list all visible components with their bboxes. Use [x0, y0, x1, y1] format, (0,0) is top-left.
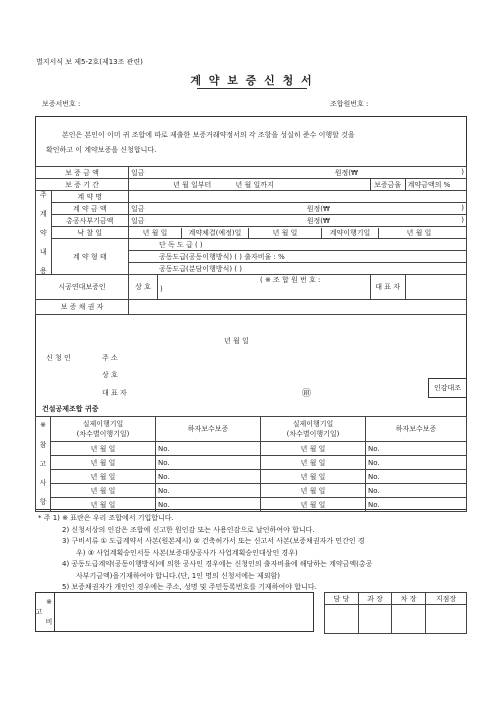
rate-value[interactable]: 계약금액의 % [405, 179, 466, 191]
approval-header: 지점장 [425, 593, 466, 605]
type-opt1[interactable]: 단 독 도 급 ( ) [129, 239, 467, 251]
ref-date[interactable]: 년 월 일 [51, 456, 156, 470]
main-contract-label: 주 계 약 내 용 [36, 191, 52, 275]
ref-date[interactable]: 년 월 일 [51, 498, 156, 512]
type-opt3[interactable]: 공동도급(분담이행방식) ( ) [129, 263, 467, 275]
contract-date-value[interactable]: 년 월 일 [272, 228, 298, 237]
period-from: 년 월 일부터 [173, 180, 212, 189]
table-row [36, 442, 467, 456]
table-row [36, 470, 467, 484]
period-to: 년 월 일까지 [235, 180, 274, 189]
dates-row [129, 227, 467, 239]
ref-date[interactable]: 년 월 일 [261, 470, 366, 484]
contract-amount-prefix: 일금 [131, 204, 145, 213]
ref-no[interactable]: No. [156, 456, 261, 470]
company-applicant-label: 상 호 [102, 371, 118, 379]
ref-no[interactable]: No. [156, 484, 261, 498]
ref-col1-line1: 실제이행기일 [82, 420, 124, 428]
approval-header: 담 당 [325, 593, 359, 605]
note-line: * 주 1) ※ 표란은 우리 조합에서 기입합니다. [38, 514, 174, 522]
ref-date[interactable]: 년 월 일 [261, 484, 366, 498]
ref-no[interactable]: No. [366, 498, 467, 512]
paren-close: ) [461, 167, 464, 176]
remarks-label: ※ 비 고 [35, 597, 53, 627]
contract-name-label: 계 약 명 [51, 191, 129, 203]
note-line: 5) 보증채권자가 개인인 경우에는 주소, 성명 및 주민등록번호를 기재하여야 합니다. [62, 583, 317, 591]
applicant-label: 신 청 인 [46, 354, 71, 362]
company-label: 상 호 [129, 275, 158, 300]
title-underline [197, 88, 307, 89]
rep-applicant-label: 대 표 자 [102, 389, 127, 397]
ref-no[interactable]: No. [366, 456, 467, 470]
paren-close-3: ) [461, 215, 464, 224]
ref-col1-header [51, 417, 156, 442]
ref-col2-header: 하자보수보증 [156, 417, 261, 442]
ref-side-label: ※ 참 고 사 항 [36, 417, 51, 512]
member-no-close: ) [160, 285, 163, 293]
ref-date[interactable]: 년 월 일 [261, 498, 366, 512]
ordering-label: 시공연대보증인 [36, 275, 129, 300]
bid-date-label: 낙 찰 일 [51, 227, 129, 239]
intro-line-1: 본인은 본인이 이미 귀 조합에 따로 제출한 보증거래약정서의 각 조항을 성실히 준수 이행할 것을 [62, 131, 355, 139]
approval-header: 차 장 [392, 593, 426, 605]
note-line: 4) 공동도급계약(공동이행방식)에 의한 공사인 경우에는 신청인의 출자비율에 해당하는 계약금액(총공 [62, 560, 373, 568]
company-field[interactable] [158, 275, 371, 300]
ref-no[interactable]: No. [366, 470, 467, 484]
contract-amount-won: 원정(₩ [306, 204, 330, 213]
seal-mark: ㊞ [302, 389, 312, 399]
approval-sign-cell[interactable] [425, 605, 466, 634]
table-row [36, 498, 467, 512]
due-date-value[interactable]: 년 월 일 [406, 228, 432, 237]
total-amount-label: 총공사부기금액 [51, 215, 129, 227]
due-date-label: 계약이행기일 [321, 228, 379, 238]
ref-date[interactable]: 년 월 일 [51, 484, 156, 498]
ref-no[interactable]: No. [156, 498, 261, 512]
ref-date[interactable]: 년 월 일 [51, 470, 156, 484]
total-amount-won: 원정(₩ [306, 216, 330, 225]
approval-table [324, 592, 467, 634]
type-label: 계 약 형 태 [51, 239, 129, 275]
ref-no[interactable]: No. [366, 442, 467, 456]
intro-line-2: 확인하고 이 계약보증을 신청합니다. [46, 146, 157, 154]
total-amount-prefix: 일금 [131, 216, 145, 225]
remarks-field[interactable] [55, 592, 314, 632]
ref-no[interactable]: No. [156, 442, 261, 456]
apply-date: 년 월 일 [224, 337, 249, 345]
type-opt2[interactable]: 공동도급(공동이행방식) ( ) 출자비율 : % [129, 251, 467, 263]
notes [38, 513, 372, 594]
amount-won: 원정(₩ [334, 168, 358, 177]
table-row [36, 456, 467, 470]
contract-amount-label: 계 약 금 액 [51, 203, 129, 215]
ref-col4-header: 하자보수보증 [366, 417, 467, 442]
seal-check-label: 인감대조 [433, 384, 462, 392]
ref-col3-line1: 실제이행기일 [292, 420, 334, 428]
note-line: 3) 구비서류 ① 도급계약서 사본(원본제시) ② 건축허가서 또는 신고서 사본(보증채권자가 민간인 경 [62, 537, 365, 545]
note-line: 우) ③ 사업계획승인서등 사본(보증대상공사가 사업계획승인대상인 경우) [76, 548, 298, 557]
approval-header: 과 장 [358, 593, 392, 605]
ref-col1-line2: (차수별이행기일) [76, 430, 130, 438]
ref-col3-line2: (차수별이행기일) [286, 430, 340, 438]
ref-col3-header [261, 417, 366, 442]
table-row [36, 484, 467, 498]
page-title: 계 약 보 증 신 청 서 [190, 74, 314, 87]
ref-date[interactable]: 년 월 일 [261, 442, 366, 456]
period-field[interactable] [129, 179, 371, 191]
contract-amount-field[interactable] [129, 203, 467, 215]
seal-check-box [428, 378, 467, 398]
remarks-box [35, 592, 55, 632]
amount-label: 보 증 금 액 [36, 167, 129, 179]
ref-no[interactable]: No. [156, 470, 261, 484]
ref-date[interactable]: 년 월 일 [51, 442, 156, 456]
bid-date-value[interactable]: 년 월 일 [142, 228, 168, 237]
amount-prefix: 일금 [131, 168, 145, 177]
approval-sign-cell[interactable] [325, 605, 359, 634]
form-id: 별지서식 보 제5-2호(제13조 관련) [36, 58, 143, 66]
creditor-field[interactable] [129, 300, 467, 315]
contract-name-field[interactable] [129, 191, 467, 203]
note-line: 2) 신청서상의 인감은 조합에 신고한 원인감 또는 사용인감으로 날인하여야 합니다. [62, 525, 315, 534]
bond-no-label: 보증서번호 : [42, 100, 81, 108]
paren-close-2: ) [461, 203, 464, 212]
to-label: 건설공제조합 귀중 [42, 405, 99, 413]
total-amount-field[interactable] [129, 215, 467, 227]
contract-date-label: 계약체결(예정)일 [181, 228, 249, 238]
rep-field[interactable] [405, 275, 466, 300]
rep-label: 대 표 자 [370, 275, 405, 300]
amount-field[interactable] [129, 167, 467, 179]
rate-label: 보증금율 [370, 179, 405, 191]
ref-date[interactable]: 년 월 일 [261, 456, 366, 470]
ref-no[interactable]: No. [366, 484, 467, 498]
address-label: 주 소 [102, 354, 118, 362]
member-no-label: 조합원번호 : [330, 100, 369, 108]
note-line: 사부기금액)을기재하여야 합니다.(단, 1인 명의 신청서에는 제외함) [76, 571, 281, 580]
creditor-label: 보 증 채 권 자 [36, 300, 129, 315]
approval-sign-cell[interactable] [392, 605, 426, 634]
main-table [35, 166, 467, 315]
period-label: 보 증 기 간 [36, 179, 129, 191]
member-no-inner: ( ※ 조 합 원 번 호 : [260, 276, 321, 284]
reference-table [35, 416, 467, 512]
approval-sign-cell[interactable] [358, 605, 392, 634]
